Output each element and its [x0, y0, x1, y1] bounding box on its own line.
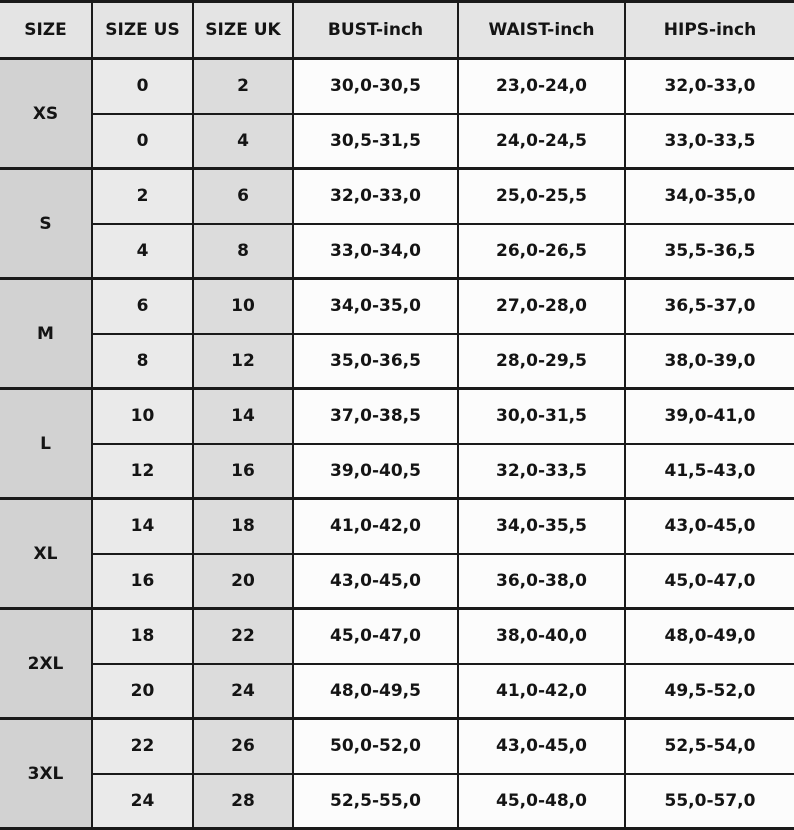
cell-size-us: 12 [92, 444, 193, 499]
cell-waist: 34,0-35,5 [458, 499, 625, 554]
size-group-label: L [0, 389, 92, 499]
cell-size-us: 2 [92, 169, 193, 224]
table-row [0, 444, 794, 499]
table-row [0, 2, 794, 59]
column-header-size-uk: SIZE UK [193, 2, 293, 59]
cell-bust: 35,0-36,5 [293, 334, 458, 389]
table-row [0, 499, 794, 554]
column-header-waist: WAIST-inch [458, 2, 625, 59]
cell-size-uk: 24 [193, 664, 293, 719]
cell-bust: 37,0-38,5 [293, 389, 458, 444]
cell-bust: 32,0-33,0 [293, 169, 458, 224]
column-header-size-us: SIZE US [92, 2, 193, 59]
cell-bust: 45,0-47,0 [293, 609, 458, 664]
column-header-bust: BUST-inch [293, 2, 458, 59]
cell-bust: 34,0-35,0 [293, 279, 458, 334]
cell-size-us: 6 [92, 279, 193, 334]
table-row [0, 279, 794, 334]
cell-bust: 30,0-30,5 [293, 59, 458, 114]
size-group-label: XS [0, 59, 92, 169]
cell-hips: 35,5-36,5 [625, 224, 794, 279]
size-group-label: M [0, 279, 92, 389]
table-row [0, 554, 794, 609]
cell-waist: 41,0-42,0 [458, 664, 625, 719]
cell-size-uk: 10 [193, 279, 293, 334]
cell-hips: 34,0-35,0 [625, 169, 794, 224]
cell-bust: 33,0-34,0 [293, 224, 458, 279]
table-row [0, 609, 794, 664]
table-row [0, 114, 794, 169]
cell-bust: 50,0-52,0 [293, 719, 458, 774]
cell-size-uk: 20 [193, 554, 293, 609]
cell-size-us: 14 [92, 499, 193, 554]
cell-hips: 38,0-39,0 [625, 334, 794, 389]
cell-hips: 49,5-52,0 [625, 664, 794, 719]
cell-bust: 52,5-55,0 [293, 774, 458, 829]
cell-size-us: 10 [92, 389, 193, 444]
cell-waist: 38,0-40,0 [458, 609, 625, 664]
cell-hips: 33,0-33,5 [625, 114, 794, 169]
cell-size-uk: 8 [193, 224, 293, 279]
cell-size-us: 0 [92, 114, 193, 169]
cell-hips: 41,5-43,0 [625, 444, 794, 499]
cell-size-uk: 4 [193, 114, 293, 169]
table-body [0, 59, 794, 829]
table-row [0, 224, 794, 279]
cell-waist: 25,0-25,5 [458, 169, 625, 224]
table-row [0, 664, 794, 719]
table-row [0, 334, 794, 389]
cell-waist: 28,0-29,5 [458, 334, 625, 389]
cell-waist: 43,0-45,0 [458, 719, 625, 774]
cell-size-uk: 16 [193, 444, 293, 499]
table-row [0, 389, 794, 444]
cell-bust: 39,0-40,5 [293, 444, 458, 499]
cell-size-uk: 2 [193, 59, 293, 114]
cell-waist: 36,0-38,0 [458, 554, 625, 609]
cell-size-uk: 26 [193, 719, 293, 774]
table-row [0, 169, 794, 224]
cell-hips: 39,0-41,0 [625, 389, 794, 444]
table-header-row [0, 2, 794, 59]
cell-size-us: 0 [92, 59, 193, 114]
cell-hips: 55,0-57,0 [625, 774, 794, 829]
cell-size-us: 18 [92, 609, 193, 664]
cell-size-uk: 14 [193, 389, 293, 444]
cell-waist: 32,0-33,5 [458, 444, 625, 499]
cell-size-us: 4 [92, 224, 193, 279]
column-header-size: SIZE [0, 2, 92, 59]
cell-size-us: 24 [92, 774, 193, 829]
cell-bust: 48,0-49,5 [293, 664, 458, 719]
size-group-label: 2XL [0, 609, 92, 719]
cell-hips: 52,5-54,0 [625, 719, 794, 774]
cell-hips: 36,5-37,0 [625, 279, 794, 334]
cell-waist: 26,0-26,5 [458, 224, 625, 279]
cell-size-uk: 28 [193, 774, 293, 829]
table-row [0, 719, 794, 774]
table-row [0, 774, 794, 829]
cell-size-us: 8 [92, 334, 193, 389]
cell-waist: 24,0-24,5 [458, 114, 625, 169]
cell-hips: 32,0-33,0 [625, 59, 794, 114]
cell-bust: 41,0-42,0 [293, 499, 458, 554]
size-group-label: XL [0, 499, 92, 609]
table-row [0, 59, 794, 114]
size-group-label: S [0, 169, 92, 279]
cell-hips: 48,0-49,0 [625, 609, 794, 664]
cell-waist: 45,0-48,0 [458, 774, 625, 829]
cell-hips: 45,0-47,0 [625, 554, 794, 609]
size-group-label: 3XL [0, 719, 92, 829]
cell-size-us: 20 [92, 664, 193, 719]
cell-size-us: 16 [92, 554, 193, 609]
cell-waist: 27,0-28,0 [458, 279, 625, 334]
cell-bust: 43,0-45,0 [293, 554, 458, 609]
cell-hips: 43,0-45,0 [625, 499, 794, 554]
cell-size-us: 22 [92, 719, 193, 774]
cell-bust: 30,5-31,5 [293, 114, 458, 169]
column-header-hips: HIPS-inch [625, 2, 794, 59]
cell-size-uk: 12 [193, 334, 293, 389]
cell-waist: 23,0-24,0 [458, 59, 625, 114]
cell-size-uk: 22 [193, 609, 293, 664]
cell-size-uk: 6 [193, 169, 293, 224]
cell-waist: 30,0-31,5 [458, 389, 625, 444]
cell-size-uk: 18 [193, 499, 293, 554]
